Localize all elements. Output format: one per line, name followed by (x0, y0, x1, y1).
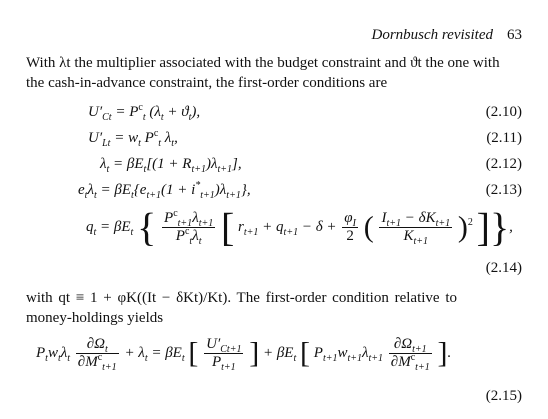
equation-number: (2.12) (485, 156, 522, 172)
mid-line-2: money-holdings yields (26, 310, 164, 326)
equation-number: (2.15) (485, 388, 522, 404)
intro-line-2: the cash-in-advance constraint, the first-order conditions are (26, 75, 388, 91)
equation-2-15: $P_tw_t\lambda_t$ $\frac{\partial\Omega_t}{\partial M^c_{t+1}}$ + $\lambda_t = \beta E_t$ [ $\frac{U'_{Ct+1}}{P_{t+1}}$ ] + $\beta E_t$ [ $P_{t+1}w_{t+1}\lambda_{t+1}$ $\frac{\partial\Omega_{t+1}}{\partial M^c_{t+1}}$ ]. (36, 336, 452, 373)
page-number: 63 (507, 27, 522, 43)
equation-2-10: $U'_{Ct} = P^c_t$ $(\lambda_t + ϑ_t)$, (88, 102, 201, 123)
equation-number: (2.13) (485, 182, 522, 198)
intro-line-1: With λt the multiplier associated with the budget constraint and ϑt the one with (26, 55, 500, 71)
equation-number: (2.11) (486, 130, 522, 146)
equation-number: (2.14) (485, 260, 522, 276)
equation-number: (2.10) (485, 104, 522, 120)
mid-paragraph (26, 288, 522, 328)
mid-line-1: with qt ≡ 1 + φK((It − δKt)/Kt). The first-order condition relative to (26, 290, 457, 306)
page-header (371, 27, 522, 44)
equation-2-11: $U'_{Lt} = w_t$ $P^c_t$ $\lambda_t$, (88, 128, 178, 149)
intro-paragraph (26, 53, 522, 93)
equation-2-12: $\lambda_t = \beta E_t[(1 + R_{t+1})\lambda_{t+1}]$, (100, 156, 242, 175)
equation-2-14: $q_t = \beta E_t$ { $\frac{P^c_{t+1}\lambda_{t+1}}{P^c_t\lambda_t}$ [ $r_{t+1} + q_{t+1} - \delta$ + $\frac{\varphi_I}{2}$ ( $\frac{I_{t+1} - \delta K_{t+1}}{K_{t+1}}$ )$^2$ ]}, (86, 204, 513, 250)
equation-2-13: $e_t\lambda_t = \beta E_t\{e_{t+1}(1 + i^*_{t+1})\lambda_{t+1}\}$, (78, 180, 251, 201)
running-title: Dornbusch revisited (371, 27, 493, 43)
